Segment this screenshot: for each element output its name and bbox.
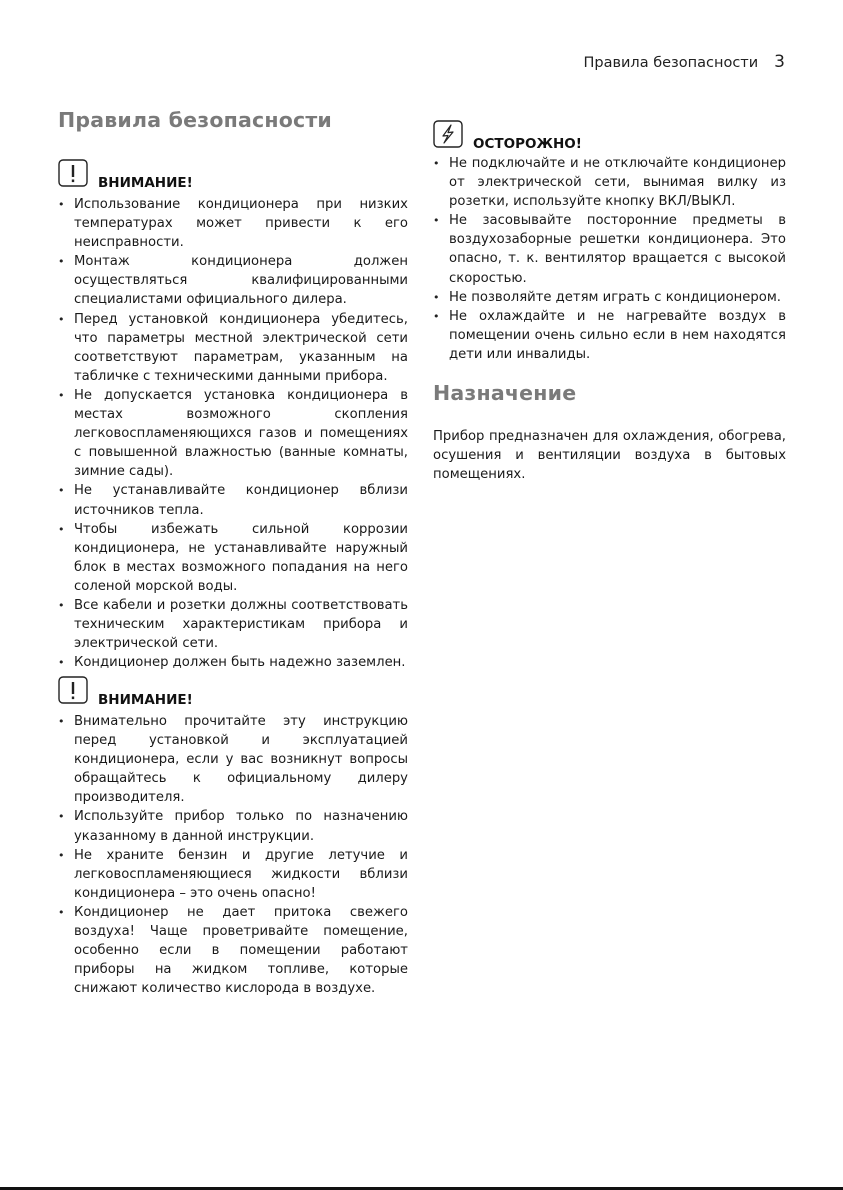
exclamation-box-icon xyxy=(58,676,88,704)
attention-list-1 xyxy=(58,195,408,672)
list-item: • Использование кондиционера при низких температурах может привести к его неисправности. xyxy=(58,195,408,252)
list-item: • Кондиционер не дает притока свежего воздуха! Чаще проветривайте помещение, особенно если в помещении работают приборы на жидком топливе, которые снижают количество кислорода в воздухе. xyxy=(58,903,408,998)
attention-label: ВНИМАНИЕ! xyxy=(98,692,193,708)
list-item: • Кондиционер должен быть надежно заземлен. xyxy=(58,653,408,672)
caution-heading xyxy=(433,120,786,154)
list-item: • Не устанавливайте кондиционер вблизи источников тепла. xyxy=(58,481,408,519)
list-item: • Чтобы избежать сильной коррозии кондиционера, не устанавливайте наружный блок в местах возможного попадания на него соленой морской воды. xyxy=(58,520,408,596)
list-item: • Не засовывайте посторонние предметы в воздухозаборные решетки кондиционера. Это опасно, т. к. вентилятор вращается с высокой скоростью. xyxy=(433,211,786,287)
attention-label: ВНИМАНИЕ! xyxy=(98,175,193,191)
list-item: • Используйте прибор только по назначению указанному в данной инструкции. xyxy=(58,807,408,845)
list-item: • Внимательно прочитайте эту инструкцию перед установкой и эксплуатацией кондиционера, если у вас возникнут вопросы обращайтесь к официальному дилеру производителя. xyxy=(58,712,408,807)
attention-heading xyxy=(58,676,408,710)
header-title: Правила безопасности xyxy=(583,55,759,71)
attention-heading xyxy=(58,159,408,193)
list-item: • Не допускается установка кондиционера в местах возможного скопления легковоспламеняющихся газов и помещениях с повышенной влажностью (ванные комнаты, зимние сады). xyxy=(58,386,408,481)
attention-list-2 xyxy=(58,712,408,998)
caution-label: ОСТОРОЖНО! xyxy=(473,136,582,152)
section-title-purpose: Назначение xyxy=(433,381,577,405)
section-title-safety: Правила безопасности xyxy=(58,108,332,132)
caution-list xyxy=(433,154,786,364)
list-item: • Не подключайте и не отключайте кондиционер от электрической сети, вынимая вилку из розетки, используйте кнопку ВКЛ/ВЫКЛ. xyxy=(433,154,786,211)
lightning-box-icon xyxy=(433,120,463,148)
list-item: • Перед установкой кондиционера убедитесь, что параметры местной электрической сети соответствуют параметрам, указанным на табличке с техническими данными прибора. xyxy=(58,310,408,386)
exclamation-box-icon xyxy=(58,159,88,187)
page-number: 3 xyxy=(774,52,785,72)
page-header xyxy=(583,52,785,72)
attention-block-1 xyxy=(58,159,408,672)
purpose-text: Прибор предназначен для охлаждения, обогрева, осушения и вентиляции воздуха в бытовых помещениях. xyxy=(433,429,786,483)
list-item: • Не охлаждайте и не нагревайте воздух в помещении очень сильно если в нем находятся дети или инвалиды. xyxy=(433,307,786,364)
list-item: • Монтаж кондиционера должен осуществляться квалифицированными специалистами официального дилера. xyxy=(58,252,408,309)
attention-block-2 xyxy=(58,676,408,998)
list-item: • Не позволяйте детям играть с кондиционером. xyxy=(433,288,786,307)
list-item: • Не храните бензин и другие летучие и легковоспламеняющиеся жидкости вблизи кондиционера – это очень опасно! xyxy=(58,846,408,903)
list-item: • Все кабели и розетки должны соответствовать техническим характеристикам прибора и электрической сети. xyxy=(58,596,408,653)
caution-block xyxy=(433,120,786,364)
